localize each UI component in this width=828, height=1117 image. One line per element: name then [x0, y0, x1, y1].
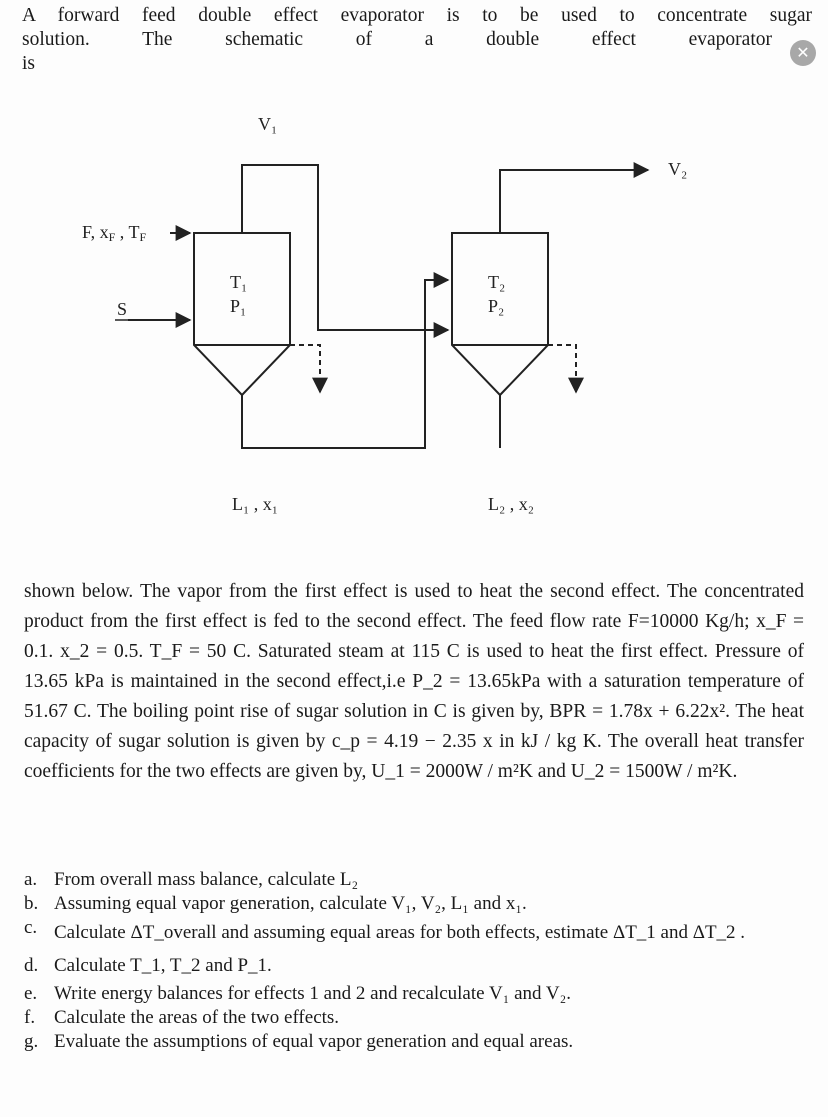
question-item: f. Calculate the areas of the two effects. — [24, 1007, 340, 1028]
t2-label: T₂ — [488, 272, 506, 292]
p2-label: P₂ — [488, 296, 505, 316]
t1-label: T₁ — [230, 272, 248, 292]
intro-text — [22, 4, 812, 76]
close-icon[interactable]: ✕ — [790, 40, 816, 66]
vapor-2-line — [500, 170, 648, 233]
question-item: c. Calculate ΔT_overall and assuming equal areas for both effects, estimate ΔT_1 and ΔT_2 . — [24, 917, 746, 943]
l1-label: L₁ , x₁ — [232, 494, 279, 514]
intro-line-3: is — [22, 53, 36, 74]
question-item: g. Evaluate the assumptions of equal vapor generation and equal areas. — [24, 1031, 574, 1052]
intro-line-1: A forward feed double effect evaporator is to be used to concentrate sugar — [22, 5, 812, 26]
intro-line-2: solution. The schematic of a double effect evaporator — [22, 29, 772, 50]
question-item: e. Write energy balances for effects 1 and 2 and recalculate V₁ and V₂. — [24, 983, 571, 1004]
problem-statement — [24, 577, 804, 787]
v1-label: V₁ — [258, 114, 278, 134]
vapor-1-line — [242, 165, 448, 330]
feed-label: F, xF , TF — [82, 222, 147, 244]
steam-label: S — [117, 299, 128, 319]
problem-paragraph: shown below. The vapor from the first effect is used to heat the second effect. The concentrated product from the first effect is fed to the second effect. The feed flow rate F=10000 Kg/h; x_F = 0.1. x_2 = 0.5. T_F = 50 C. Saturated steam at 115 C is used to heat the first effect. Pressure of 13.65 kPa is maintained in the second effect,i.e P_2 = 13.65kPa with a saturation temperature of 51.67 C. The boiling point rise of sugar solution in C is given by, BPR = 1.78x + 6.22x². The heat capacity of sugar solution is given by c_p = 4.19 − 2.35 x in kJ / kg K. The overall heat transfer coefficients for the two effects are given by, U_1 = 2000W / m²K and U_2 = 1500W / m²K. — [24, 581, 804, 782]
question-item: a. From overall mass balance, calculate L₂ — [24, 869, 359, 890]
condensate-2-line — [548, 345, 576, 392]
evaporator-schematic — [0, 90, 828, 530]
question-item: b. Assuming equal vapor generation, calculate V₁, V₂, L₁ and x₁. — [24, 893, 527, 914]
l2-label: L₂ , x₂ — [488, 494, 535, 514]
v2-label: V₂ — [668, 159, 688, 179]
p1-label: P₁ — [230, 296, 247, 316]
condensate-1-line — [290, 345, 320, 392]
question-item: d. Calculate T_1, T_2 and P_1. — [24, 955, 272, 976]
question-list — [24, 868, 814, 1054]
